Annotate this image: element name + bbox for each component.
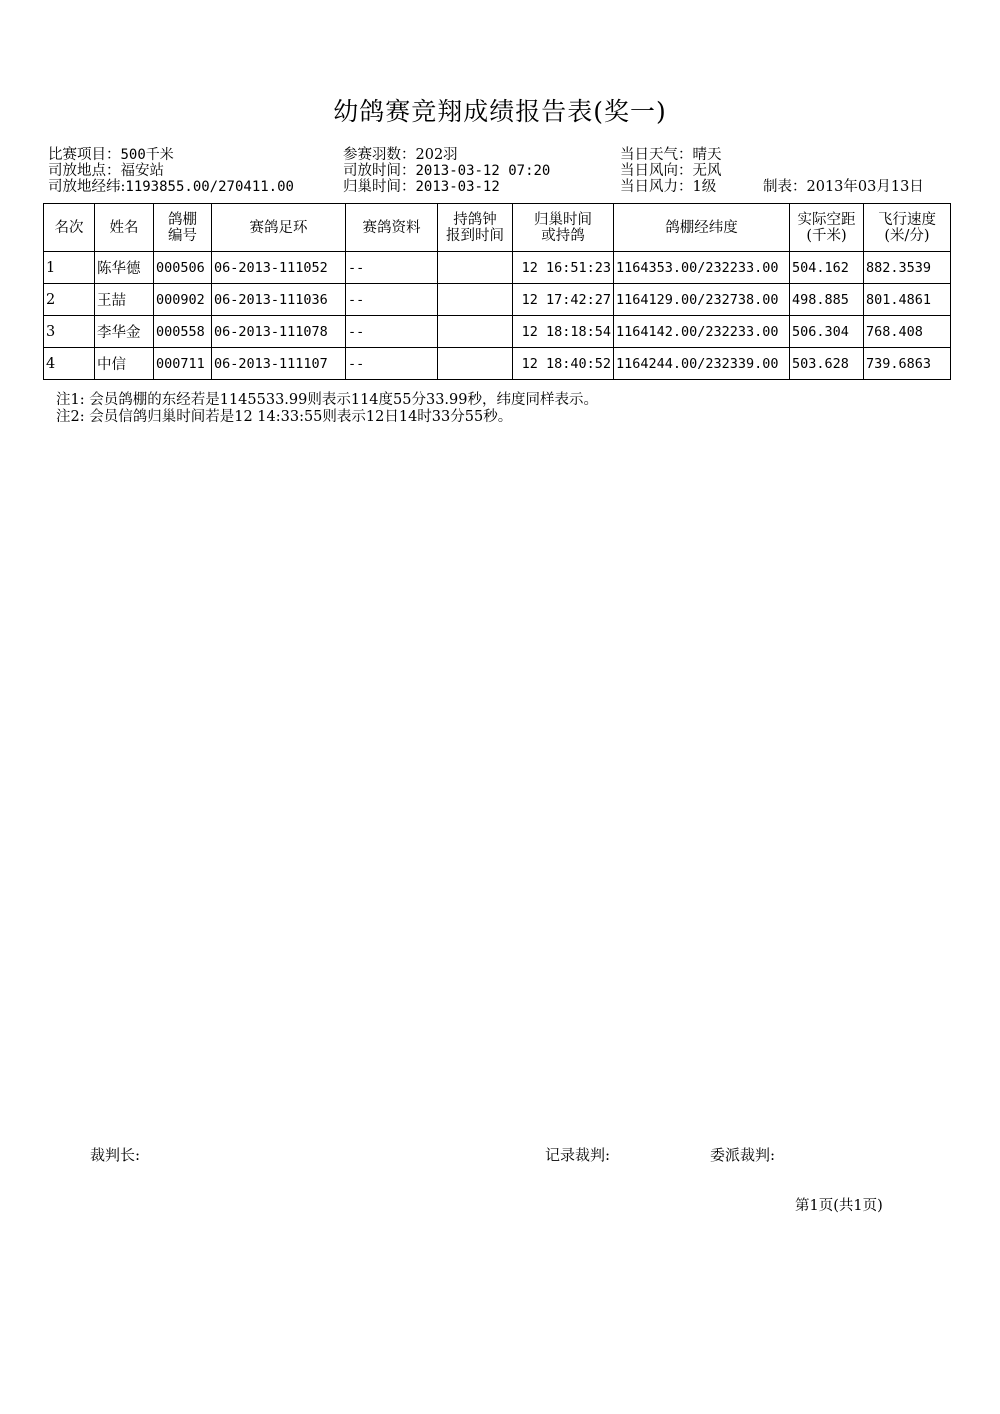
cell-info: -- <box>346 348 438 380</box>
weather-label: 当日天气： <box>620 147 693 163</box>
cell-clock <box>438 316 513 348</box>
notes <box>56 392 598 426</box>
header-info: 赛鸽资料 <box>346 204 438 252</box>
return-time-label: 归巢时间： <box>343 179 416 195</box>
entries-value: 202羽 <box>415 147 458 163</box>
release-coord-value: 1193855.00/270411.00 <box>125 179 294 195</box>
cell-name: 王喆 <box>95 284 154 316</box>
release-place-label: 司放地点： <box>48 163 121 179</box>
cell-coordinates: 1164353.00/232233.00 <box>614 252 790 284</box>
cell-name: 中信 <box>95 348 154 380</box>
cell-name: 陈华德 <box>95 252 154 284</box>
chief-judge-signature: 裁判长: <box>90 1146 141 1164</box>
cell-distance: 506.304 <box>790 316 864 348</box>
cell-loft: 000558 <box>154 316 212 348</box>
release-place-info <box>48 163 164 179</box>
header-clock-time <box>438 204 513 252</box>
header-arrival-line2: 或持鸽 <box>541 227 585 244</box>
note-2: 注2: 会员信鸽归巢时间若是12 14:33:55则表示12日14时33分55秒。 <box>56 409 513 425</box>
table-row <box>44 316 951 348</box>
event-info <box>48 147 174 163</box>
wind-direction-info <box>620 163 722 179</box>
header-arrival-time <box>513 204 614 252</box>
header-speed <box>864 204 951 252</box>
header-distance-line1: 实际空距 <box>797 211 856 228</box>
header-coordinates: 鸽棚经纬度 <box>614 204 790 252</box>
header-arrival-line1: 归巢时间 <box>534 211 592 228</box>
header-clock-line2: 报到时间 <box>446 227 504 244</box>
header-rank: 名次 <box>44 204 95 252</box>
cell-distance: 503.628 <box>790 348 864 380</box>
cell-arrival: 12 17:42:27 <box>513 284 614 316</box>
entries-label: 参赛羽数： <box>343 147 416 163</box>
cell-arrival: 12 16:51:23 <box>513 252 614 284</box>
header-loft-number <box>154 204 212 252</box>
note-1: 注1: 会员鸽棚的东经若是1145533.99则表示114度55分33.99秒，纬度同样表示。 <box>56 392 598 408</box>
table-row <box>44 252 951 284</box>
header-speed-line1: 飞行速度 <box>878 211 936 228</box>
return-time-value: 2013-03-12 <box>415 179 500 195</box>
wind-force-value: 1级 <box>692 179 717 195</box>
cell-speed: 882.3539 <box>864 252 951 284</box>
cell-loft: 000506 <box>154 252 212 284</box>
made-date-label: 制表： <box>763 179 807 195</box>
header-speed-line2: (米/分) <box>884 227 930 244</box>
table-row <box>44 348 951 380</box>
release-coord-label: 司放地经纬: <box>48 179 126 195</box>
cell-distance: 498.885 <box>790 284 864 316</box>
cell-speed: 768.408 <box>864 316 951 348</box>
table-row <box>44 284 951 316</box>
made-date-value: 2013年03月13日 <box>806 179 924 195</box>
cell-speed: 739.6863 <box>864 348 951 380</box>
wind-direction-label: 当日风向： <box>620 163 693 179</box>
header-loft-line1: 鸽棚 <box>168 211 197 228</box>
cell-coordinates: 1164129.00/232738.00 <box>614 284 790 316</box>
cell-clock <box>438 252 513 284</box>
delegate-judge-signature: 委派裁判: <box>710 1146 776 1164</box>
cell-ring: 06-2013-111107 <box>212 348 346 380</box>
return-time-info <box>343 179 500 195</box>
recorder-judge-signature: 记录裁判: <box>545 1146 611 1164</box>
cell-ring: 06-2013-111078 <box>212 316 346 348</box>
cell-ring: 06-2013-111052 <box>212 252 346 284</box>
cell-rank: 4 <box>44 348 95 380</box>
event-value: 500千米 <box>120 147 174 163</box>
cell-speed: 801.4861 <box>864 284 951 316</box>
wind-direction-value: 无风 <box>692 163 722 179</box>
header-name: 姓名 <box>95 204 154 252</box>
release-coord-info <box>48 179 294 195</box>
release-place-value: 福安站 <box>120 163 164 179</box>
cell-info: -- <box>346 284 438 316</box>
page-number: 第1页(共1页) <box>795 1198 883 1214</box>
wind-force-info <box>620 179 716 195</box>
cell-rank: 2 <box>44 284 95 316</box>
cell-name: 李华金 <box>95 316 154 348</box>
report-title: 幼鸽赛竞翔成绩报告表(奖一) <box>333 97 667 126</box>
weather-value: 晴天 <box>692 147 722 163</box>
wind-force-label: 当日风力： <box>620 179 693 195</box>
header-distance <box>790 204 864 252</box>
event-label: 比赛项目： <box>48 147 121 163</box>
release-time-value: 2013-03-12 07:20 <box>415 163 551 179</box>
cell-arrival: 12 18:18:54 <box>513 316 614 348</box>
cell-loft: 000711 <box>154 348 212 380</box>
release-time-info <box>343 163 550 179</box>
cell-coordinates: 1164244.00/232339.00 <box>614 348 790 380</box>
cell-distance: 504.162 <box>790 252 864 284</box>
cell-arrival: 12 18:40:52 <box>513 348 614 380</box>
cell-info: -- <box>346 316 438 348</box>
header-distance-line2: (千米) <box>806 227 847 244</box>
weather-info <box>620 147 722 163</box>
table-header-row <box>44 204 951 252</box>
cell-info: -- <box>346 252 438 284</box>
cell-rank: 1 <box>44 252 95 284</box>
cell-clock <box>438 348 513 380</box>
made-date-info <box>763 179 924 195</box>
cell-clock <box>438 284 513 316</box>
header-ring: 赛鸽足环 <box>212 204 346 252</box>
header-loft-line2: 编号 <box>168 227 197 244</box>
cell-rank: 3 <box>44 316 95 348</box>
cell-ring: 06-2013-111036 <box>212 284 346 316</box>
cell-loft: 000902 <box>154 284 212 316</box>
entries-info <box>343 147 458 163</box>
cell-coordinates: 1164142.00/232233.00 <box>614 316 790 348</box>
release-time-label: 司放时间： <box>343 163 416 179</box>
results-table <box>43 203 951 380</box>
header-clock-line1: 持鸽钟 <box>453 211 497 228</box>
